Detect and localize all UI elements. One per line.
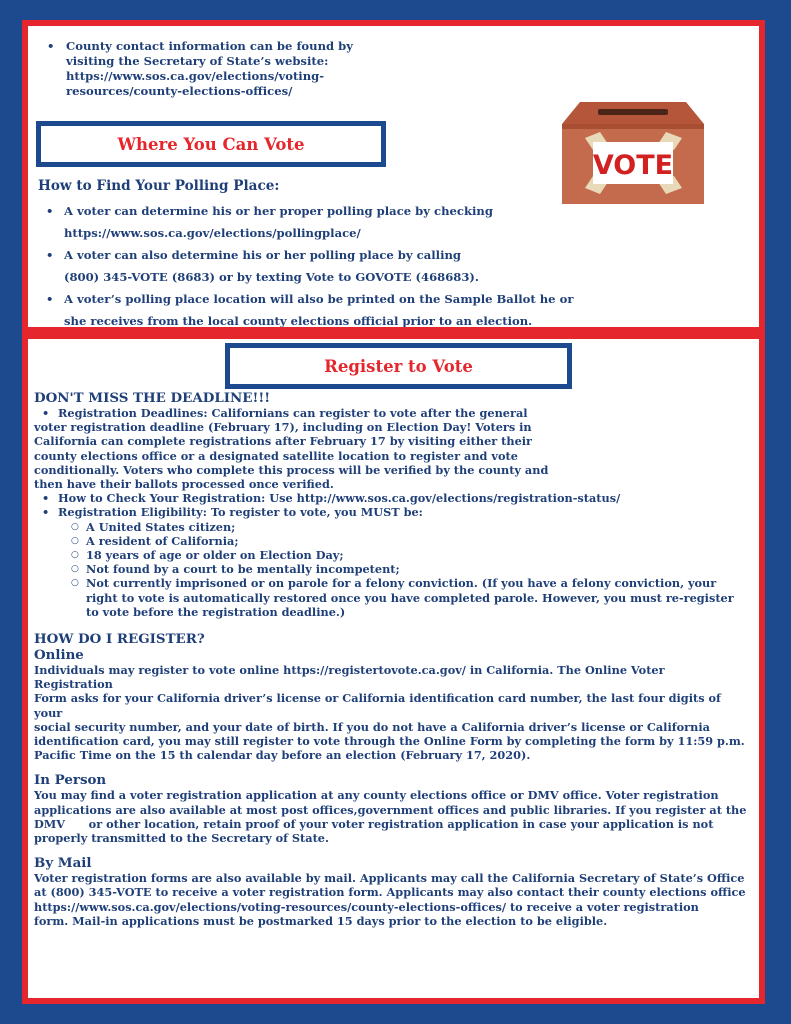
poll-item-line: A voter can also determine his or her polling place by calling xyxy=(64,248,462,262)
in-person-line: You may find a voter registration application at any county elections office or DMV office. Voter registration xyxy=(34,788,719,803)
polling-place-list xyxy=(46,200,624,332)
by-mail-heading: By Mail xyxy=(34,855,92,872)
in-person-line: properly transmitted to the Secretary of State. xyxy=(34,831,329,846)
list-item xyxy=(34,534,765,548)
online-line: your xyxy=(34,705,63,720)
spacer xyxy=(34,619,765,631)
poll-item-line: A voter’s polling place location will also be printed on the Sample Ballot he or xyxy=(64,292,574,306)
by-mail-line: at (800) 345-VOTE to receive a voter registration form. Applicants may also contact their county elections office xyxy=(34,885,746,900)
deadlines-paragraph xyxy=(34,406,765,491)
bullet-dot-icon: • xyxy=(46,292,54,306)
how-to-register-heading: HOW DO I REGISTER? xyxy=(34,631,205,648)
county-contact-bullet xyxy=(47,39,396,99)
ballot-box-label: VOTE xyxy=(592,150,674,181)
deadline-line: voter registration deadline (February 17), including on Election Day! Voters in xyxy=(34,420,532,435)
polling-place-heading: How to Find Your Polling Place: xyxy=(38,178,280,194)
check-registration-text: How to Check Your Registration: Use http://www.sos.ca.gov/elections/registration-status/ xyxy=(58,491,621,506)
online-line: Individuals may register to vote online https://registertovote.ca.gov/ in California. The Online Voter xyxy=(34,663,665,678)
bullet-dot-icon: • xyxy=(47,39,55,53)
list-item xyxy=(34,520,765,534)
circle-bullet-icon: ○ xyxy=(71,521,79,532)
where-you-can-vote-heading: Where You Can Vote xyxy=(117,134,305,154)
poll-item-line: (800) 345-VOTE (8683) or by texting Vote to GOVOTE (468683). xyxy=(64,270,479,284)
eligibility-item xyxy=(34,505,765,519)
poll-item-line: https://www.sos.ca.gov/elections/pollingplace/ xyxy=(64,226,361,240)
list-item xyxy=(46,200,624,244)
register-to-vote-banner xyxy=(225,343,572,389)
circle-bullet-icon: ○ xyxy=(71,550,79,561)
register-content xyxy=(34,391,765,928)
by-mail-paragraph xyxy=(34,871,765,928)
online-line: social security number, and your date of birth. If you do not have a California driver’s license or California xyxy=(34,719,710,734)
spacer xyxy=(34,762,765,772)
circle-bullet-icon: ○ xyxy=(71,535,79,546)
online-heading: Online xyxy=(34,647,84,664)
deadline-line: California can complete registrations after February 17 by visiting either their xyxy=(34,434,533,449)
deadline-heading: DON'T MISS THE DEADLINE!!! xyxy=(34,390,271,406)
bullet-dot-icon: • xyxy=(42,491,50,506)
eligibility-item-text: A United States citizen; xyxy=(86,519,236,534)
deadline-line-text: Registration Deadlines: Californians can register to vote after the general xyxy=(58,406,528,420)
bullet-dot-icon: • xyxy=(46,248,54,262)
spacer xyxy=(34,845,765,855)
deadline-line: county elections office or a designated satellite location to register and vote xyxy=(34,448,518,463)
poll-item-line: she receives from the local county elections official prior to an election. xyxy=(64,314,533,328)
eligibility-item-text: 18 years of age or older on Election Day; xyxy=(86,548,344,563)
online-line: Form asks for your California driver’s license or California identification card number, the last four digits of xyxy=(34,691,721,706)
bullet-dot-icon: • xyxy=(42,406,50,420)
online-line: Pacific Time on the 15 th calendar day before an election (February 17, 2020). xyxy=(34,748,531,763)
list-item xyxy=(34,562,765,576)
register-to-vote-heading: Register to Vote xyxy=(324,356,473,376)
register-panel xyxy=(22,333,765,1004)
county-contact-text: County contact information can be found by visiting the Secretary of State’s website: https://www.sos.ca.gov/elections/voting-resources/county-elections-offices/ xyxy=(66,39,354,98)
by-mail-line: https://www.sos.ca.gov/elections/voting-resources/county-elections-offices/ to receive a voter registration xyxy=(34,899,699,914)
deadline-line: then have their ballots processed once verified. xyxy=(34,477,334,492)
by-mail-line: Voter registration forms are also available by mail. Applicants may call the California Secretary of State’s Office xyxy=(34,871,745,886)
list-item xyxy=(34,576,765,619)
ballot-box-icon xyxy=(558,80,708,204)
eligibility-item-text: A resident of California; xyxy=(86,533,239,548)
circle-bullet-icon: ○ xyxy=(71,578,79,589)
list-item xyxy=(46,288,624,332)
bullet-dot-icon: • xyxy=(42,505,50,520)
in-person-line: DMV or other location, retain proof of your voter registration application in case your application is not xyxy=(34,816,714,831)
online-line: Registration xyxy=(34,677,113,692)
online-paragraph xyxy=(34,663,765,762)
polling-info-panel xyxy=(22,20,765,333)
list-item xyxy=(46,244,624,288)
eligibility-item-text: right to vote is automatically restored once you have completed parole. However, you must re-register xyxy=(86,590,734,605)
check-registration-item xyxy=(34,491,765,505)
circle-bullet-icon: ○ xyxy=(71,564,79,575)
eligibility-item-text: to vote before the registration deadline.) xyxy=(86,604,346,619)
where-you-can-vote-banner xyxy=(36,121,386,167)
deadline-line xyxy=(34,406,765,420)
eligibility-item-text: Not currently imprisoned or on parole for a felony conviction. (If you have a felony conviction, your xyxy=(86,576,717,591)
in-person-heading: In Person xyxy=(34,772,107,789)
deadline-line: conditionally. Voters who complete this process will be verified by the county and xyxy=(34,462,549,477)
in-person-line: applications are also available at most post offices,government offices and public libraries. If you register at the xyxy=(34,802,747,817)
list-item xyxy=(34,548,765,562)
in-person-paragraph xyxy=(34,788,765,845)
bullet-dot-icon: • xyxy=(46,204,54,218)
online-line: identification card, you may still register to vote through the Online Form by completing the form by 11:59 p.m. xyxy=(34,734,745,749)
by-mail-line: form. Mail-in applications must be postmarked 15 days prior to the election to be eligible. xyxy=(34,913,608,928)
poll-item-line: A voter can determine his or her proper polling place by checking xyxy=(64,204,493,218)
eligibility-text: Registration Eligibility: To register to vote, you MUST be: xyxy=(58,505,423,520)
eligibility-item-text: Not found by a court to be mentally incompetent; xyxy=(86,562,400,577)
